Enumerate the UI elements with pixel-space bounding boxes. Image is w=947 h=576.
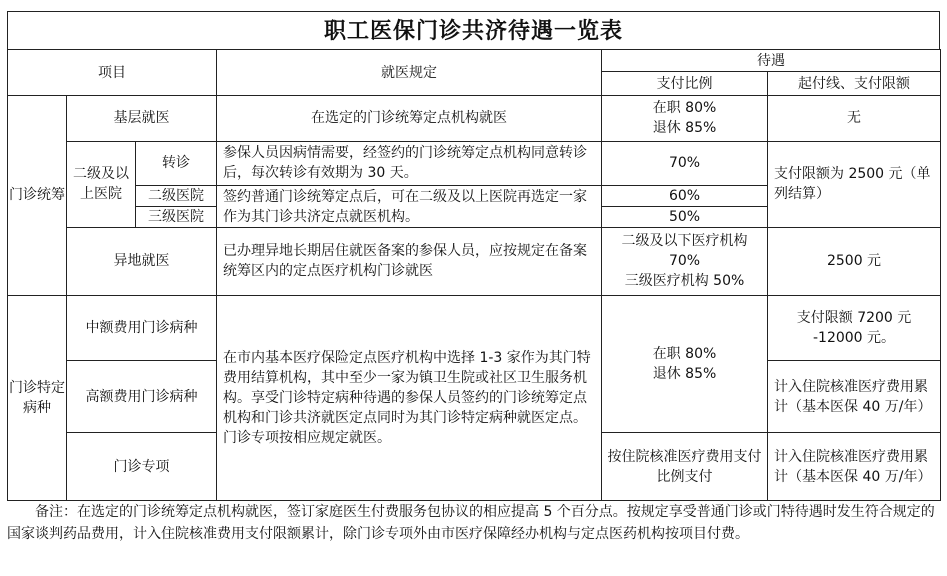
primary-care-name: 基层就医 — [67, 96, 217, 141]
remote-care-name: 异地就医 — [67, 228, 217, 295]
level3-hospital-ratio: 50% — [602, 207, 768, 228]
referral-rule: 参保人员因病情需要，经签约的门诊统筹定点机构同意转诊后，每次转诊有效期为 30 天。 — [217, 141, 602, 185]
medium-cost-limit: 支付限额 7200 元 -12000 元。 — [768, 295, 941, 360]
level3-hospital-name: 三级医院 — [136, 207, 217, 228]
referral-name: 转诊 — [136, 141, 217, 185]
benefit-table — [7, 49, 941, 501]
header-rule: 就医规定 — [217, 50, 602, 96]
level2-hospital-name: 二级医院 — [136, 185, 217, 206]
medium-cost-disease-name: 中额费用门诊病种 — [67, 295, 217, 360]
secondary-hospital-group: 二级及以上医院 — [67, 141, 136, 228]
level2-hospital-rule: 签约普通门诊统筹定点后，可在二级及以上医院再选定一家作为其门诊共济定点就医机构。 — [217, 185, 602, 227]
high-cost-limit: 计入住院核准医疗费用累计（基本医保 40 万/年） — [768, 361, 941, 433]
header-limit: 起付线、支付限额 — [768, 72, 941, 96]
high-cost-disease-name: 高额费用门诊病种 — [67, 361, 217, 433]
header-ratio: 支付比例 — [602, 72, 768, 96]
secondary-limit: 支付限额为 2500 元（单列结算） — [768, 141, 941, 228]
primary-care-limit: 无 — [768, 96, 941, 141]
footnote: 备注：在选定的门诊统筹定点机构就医，签订家庭医生付费服务包协议的相应提高 5 个百分点。按规定享受普通门诊或门特待遇时发生符合规定的国家谈判药品费用，计入住院核准费用支付限额累计，除门诊专项外由市医疗保障经办机构与定点医药机构按项目付费。 — [7, 504, 935, 542]
outpatient-project-ratio: 按住院核准医疗费用支付比例支付 — [602, 433, 768, 501]
special-disease-rule: 在市内基本医疗保险定点医疗机构中选择 1-3 家作为其门特费用结算机构，其中至少一家为镇卫生院或社区卫生服务机构。享受门诊特定病种待遇的参保人员签约的门诊统筹定点机构和门诊共济就医定点同时为其门诊特定病种就医定点。门诊专项按相应规定就医。 — [217, 295, 602, 500]
remote-care-limit: 2500 元 — [768, 228, 941, 295]
group-outpatient: 门诊统筹 — [8, 96, 67, 295]
primary-care-rule: 在选定的门诊统筹定点机构就医 — [217, 96, 602, 141]
remote-care-ratio: 二级及以下医疗机构 70% 三级医疗机构 50% — [602, 228, 768, 295]
outpatient-project-name: 门诊专项 — [67, 433, 217, 501]
table-title: 职工医保门诊共济待遇一览表 — [7, 11, 940, 49]
header-benefit: 待遇 — [602, 50, 941, 72]
remote-care-rule: 已办理异地长期居住就医备案的参保人员，应按规定在备案统筹区内的定点医疗机构门诊就医 — [217, 228, 602, 295]
level2-hospital-ratio: 60% — [602, 185, 768, 206]
group-special-disease: 门诊特定病种 — [8, 295, 67, 500]
header-item: 项目 — [8, 50, 217, 96]
special-disease-ratio: 在职 80% 退休 85% — [602, 295, 768, 433]
referral-ratio: 70% — [602, 141, 768, 185]
primary-care-ratio: 在职 80% 退休 85% — [602, 96, 768, 141]
outpatient-project-limit: 计入住院核准医疗费用累计（基本医保 40 万/年） — [768, 433, 941, 501]
